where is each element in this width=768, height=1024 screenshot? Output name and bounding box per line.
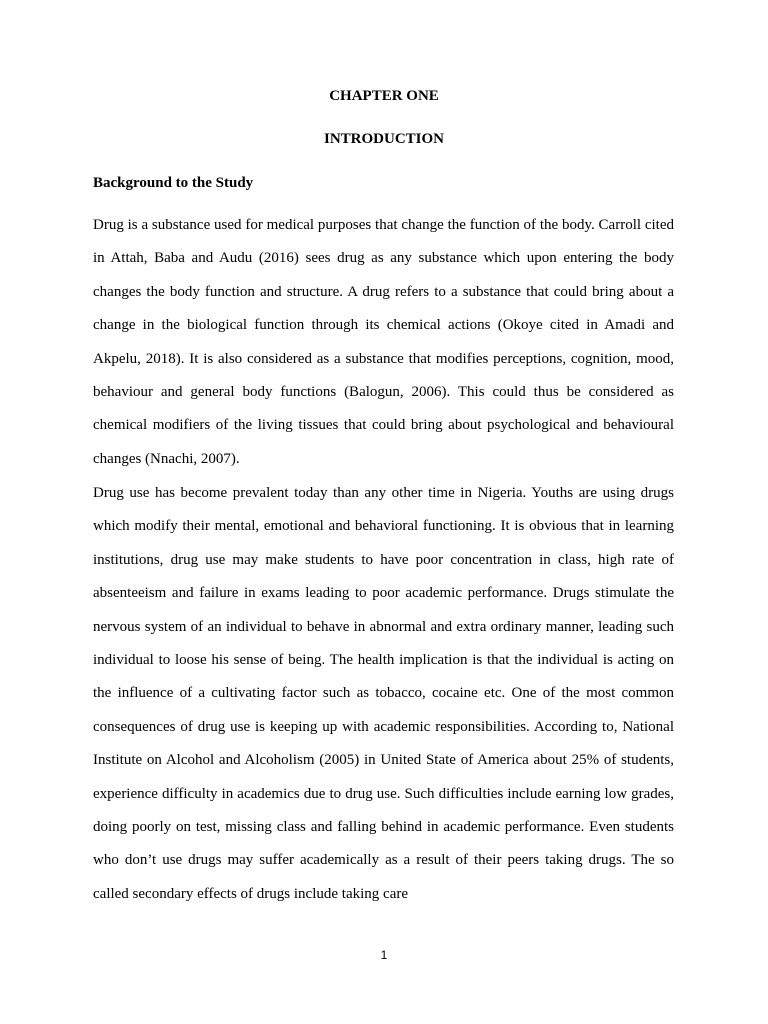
- chapter-title: CHAPTER ONE: [329, 88, 439, 104]
- section-title: INTRODUCTION: [323, 131, 444, 147]
- page-number: 1: [380, 948, 388, 962]
- subsection-heading: Background to the Study: [93, 175, 254, 191]
- body-paragraph: Drug is a substance used for medical purposes that change the function of the body. Carroll cited in Attah, Baba and Audu (2016) sees drug as any substance which upon entering the body changes the body function and structure. A drug refers to a substance that could bring about a change in the biological function through its chemical actions (Okoye cited in Amadi and Akpelu, 2018). It is also considered as a substance that modifies perceptions, cognition, mood, behaviour and general body functions (Balogun, 2006). This could thus be considered as chemical modifiers of the living tissues that could bring about psychological and behavioural changes (Nnachi, 2007).: [93, 217, 674, 467]
- body-paragraph: Drug use has become prevalent today than any other time in Nigeria. Youths are using drugs which modify their mental, emotional and behavioral functioning. It is obvious that in learning institutions, drug use may make students to have poor concentration in class, high rate of absenteeism and failure in exams leading to poor academic performance. Drugs stimulate the nervous system of an individual to behave in abnormal and extra ordinary manner, leading such individual to loose his sense of being. The health implication is that the individual is acting on the influence of a cultivating factor such as tobacco, cocaine etc. One of the most common consequences of drug use is keeping up with academic responsibilities. According to, National Institute on Alcohol and Alcoholism (2005) in United State of America about 25% of students, experience difficulty in academics due to drug use. Such difficulties include earning low grades, doing poorly on test, missing class and falling behind in academic performance. Even students who don’t use drugs may suffer academically as a result of their peers taking drugs. The so called secondary effects of drugs include taking care: [93, 485, 674, 902]
